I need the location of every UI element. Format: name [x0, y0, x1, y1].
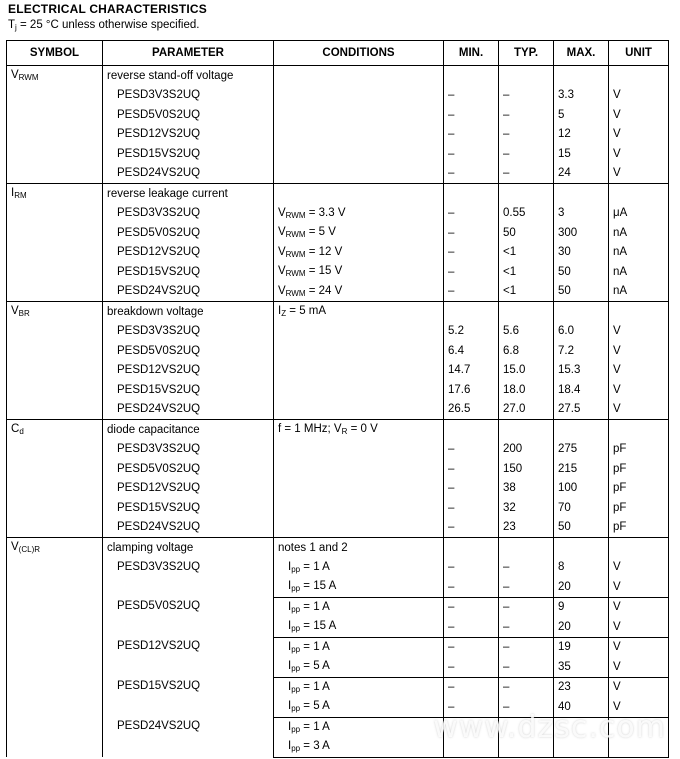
condition-cell: $I_{pp} = 5$ A — [274, 697, 444, 717]
cell-min: 26.5 — [444, 400, 499, 420]
condition-cell: $V_{RWM} = 24$ V — [274, 282, 444, 302]
symbol-cell: $V_{BR}$ — [7, 302, 103, 420]
cell-empty — [499, 66, 554, 86]
cell-min: – — [444, 637, 499, 657]
parameter-cell: reverse stand-off voltage — [103, 66, 274, 86]
table-row — [7, 125, 669, 145]
device-cell: PESD5V0S2UQ — [103, 341, 274, 361]
condition-cell — [274, 341, 444, 361]
cell-min: – — [444, 657, 499, 677]
cell-unit: pF — [609, 479, 669, 499]
cell-empty — [554, 66, 609, 86]
cell-typ: 50 — [499, 223, 554, 243]
condition-cell — [274, 144, 444, 164]
condition-cell — [274, 184, 444, 204]
cell-typ: – — [499, 86, 554, 106]
cell-empty — [554, 538, 609, 558]
device-cell: PESD15VS2UQ — [103, 144, 274, 164]
cell-max: 23 — [554, 677, 609, 697]
cell-min: – — [444, 243, 499, 263]
table-row — [7, 361, 669, 381]
device-cell: PESD24VS2UQ — [103, 717, 274, 757]
cell-max: 8 — [554, 558, 609, 578]
cell-unit: V — [609, 361, 669, 381]
condition-cell: $I_{pp} = 1$ A — [274, 717, 444, 737]
cell-empty — [499, 184, 554, 204]
cell-unit: μA — [609, 204, 669, 224]
condition-cell: $I_{pp} = 1$ A — [274, 558, 444, 578]
cell-min: – — [444, 479, 499, 499]
condition-cell: f = 1 MHz; $V_R = 0$ V — [274, 420, 444, 440]
condition-cell — [274, 86, 444, 106]
device-cell: PESD12VS2UQ — [103, 243, 274, 263]
cell-max: 5 — [554, 105, 609, 125]
table-row — [7, 86, 669, 106]
cell-empty — [444, 66, 499, 86]
table-row — [7, 243, 669, 263]
cell-min: – — [444, 597, 499, 617]
cell-typ: 6.8 — [499, 341, 554, 361]
test-condition-note: $T_j = 25$ °C unless otherwise specified. — [8, 19, 200, 32]
device-cell: PESD24VS2UQ — [103, 518, 274, 538]
cell-max: 100 — [554, 479, 609, 499]
condition-cell: notes 1 and 2 — [274, 538, 444, 558]
cell-min: – — [444, 164, 499, 184]
cell-unit: V — [609, 637, 669, 657]
cell-max: 275 — [554, 440, 609, 460]
cell-unit: V — [609, 144, 669, 164]
cell-typ: 200 — [499, 440, 554, 460]
cell-min: – — [444, 86, 499, 106]
cell-min: – — [444, 144, 499, 164]
device-cell: PESD24VS2UQ — [103, 164, 274, 184]
table-row — [7, 637, 669, 657]
device-cell: PESD15VS2UQ — [103, 380, 274, 400]
cell-min: – — [444, 262, 499, 282]
cell-typ: 27.0 — [499, 400, 554, 420]
table-row — [7, 498, 669, 518]
table-body — [7, 66, 669, 758]
symbol-cell: $I_{RM}$ — [7, 184, 103, 302]
cell-unit: pF — [609, 518, 669, 538]
table-row — [7, 184, 669, 204]
condition-cell: $I_{pp} = 15$ A — [274, 617, 444, 637]
cell-min: – — [444, 558, 499, 578]
device-cell: PESD5V0S2UQ — [103, 597, 274, 637]
cell-typ: 5.6 — [499, 322, 554, 342]
cell-empty — [444, 184, 499, 204]
condition-cell — [274, 479, 444, 499]
condition-cell: $I_{pp} = 5$ A — [274, 657, 444, 677]
cell-unit: V — [609, 577, 669, 597]
table-row — [7, 204, 669, 224]
device-cell: PESD3V3S2UQ — [103, 322, 274, 342]
device-cell: PESD12VS2UQ — [103, 479, 274, 499]
table-row — [7, 262, 669, 282]
cell-empty — [609, 302, 669, 322]
cell-typ: – — [499, 144, 554, 164]
cell-max: 3 — [554, 204, 609, 224]
table-row — [7, 440, 669, 460]
device-cell: PESD24VS2UQ — [103, 282, 274, 302]
parameter-cell: diode capacitance — [103, 420, 274, 440]
cell-unit: pF — [609, 498, 669, 518]
condition-cell: $I_{pp} = 3$ A — [274, 737, 444, 757]
cell-max: 19 — [554, 637, 609, 657]
cell-typ: 32 — [499, 498, 554, 518]
table-row — [7, 66, 669, 86]
cell-typ: – — [499, 677, 554, 697]
cell-unit: V — [609, 341, 669, 361]
cell-unit: nA — [609, 223, 669, 243]
condition-cell: $I_{pp} = 15$ A — [274, 577, 444, 597]
table-row — [7, 302, 669, 322]
cell-min: – — [444, 677, 499, 697]
cell-max: 35 — [554, 657, 609, 677]
cell-empty — [499, 538, 554, 558]
column-header: CONDITIONS — [274, 41, 444, 66]
condition-cell — [274, 322, 444, 342]
cell-unit: pF — [609, 459, 669, 479]
device-cell: PESD3V3S2UQ — [103, 86, 274, 106]
cell-unit: V — [609, 597, 669, 617]
condition-cell: $V_{RWM} = 15$ V — [274, 262, 444, 282]
cell-max: 20 — [554, 617, 609, 637]
cell-typ: 18.0 — [499, 380, 554, 400]
cell-min: – — [444, 498, 499, 518]
cell-empty — [499, 420, 554, 440]
cell-max: 3.3 — [554, 86, 609, 106]
cell-empty — [554, 302, 609, 322]
cell-unit: V — [609, 558, 669, 578]
condition-cell — [274, 105, 444, 125]
cell-max: 40 — [554, 697, 609, 717]
table-row — [7, 677, 669, 697]
cell-typ: – — [499, 125, 554, 145]
symbol-cell: $C_d$ — [7, 420, 103, 538]
table-row — [7, 322, 669, 342]
cell-typ: – — [499, 697, 554, 717]
cell-empty — [554, 420, 609, 440]
cell-unit: nA — [609, 262, 669, 282]
device-cell: PESD3V3S2UQ — [103, 558, 274, 598]
condition-cell — [274, 498, 444, 518]
cell-max: 300 — [554, 223, 609, 243]
symbol-cell: $V_{(CL)R}$ — [7, 538, 103, 758]
cell-unit: V — [609, 697, 669, 717]
condition-cell — [274, 518, 444, 538]
cell-min: 5.2 — [444, 322, 499, 342]
cell-typ: <1 — [499, 282, 554, 302]
column-header: MAX. — [554, 41, 609, 66]
table-row — [7, 282, 669, 302]
cell-max: 7.2 — [554, 341, 609, 361]
cell-max: 6.0 — [554, 322, 609, 342]
device-cell: PESD12VS2UQ — [103, 125, 274, 145]
table-row — [7, 341, 669, 361]
cell-empty — [444, 538, 499, 558]
table-row — [7, 164, 669, 184]
cell-min: – — [444, 282, 499, 302]
column-header: MIN. — [444, 41, 499, 66]
cell-typ: – — [499, 657, 554, 677]
cell-unit: V — [609, 677, 669, 697]
cell-min: – — [444, 697, 499, 717]
cell-min: 17.6 — [444, 380, 499, 400]
table-row — [7, 538, 669, 558]
cell-max: 20 — [554, 577, 609, 597]
condition-cell — [274, 125, 444, 145]
parameter-cell: reverse leakage current — [103, 184, 274, 204]
cell-min: – — [444, 577, 499, 597]
cell-typ: – — [499, 617, 554, 637]
cell-min: – — [444, 105, 499, 125]
table-row — [7, 518, 669, 538]
condition-cell — [274, 440, 444, 460]
cell-empty — [609, 184, 669, 204]
condition-cell: $I_Z = 5$ mA — [274, 302, 444, 322]
column-header: UNIT — [609, 41, 669, 66]
cell-min: – — [444, 204, 499, 224]
cell-typ: 38 — [499, 479, 554, 499]
cell-min: – — [444, 518, 499, 538]
table-row — [7, 459, 669, 479]
cell-typ: – — [499, 558, 554, 578]
cell-typ: – — [499, 597, 554, 617]
condition-cell: $V_{RWM} = 3.3$ V — [274, 204, 444, 224]
cell-typ: 0.55 — [499, 204, 554, 224]
device-cell: PESD3V3S2UQ — [103, 440, 274, 460]
table-header-row — [7, 41, 669, 66]
cell-min: – — [444, 223, 499, 243]
table-row — [7, 558, 669, 578]
table-row — [7, 144, 669, 164]
cell-typ: – — [499, 637, 554, 657]
condition-cell — [274, 400, 444, 420]
table-row — [7, 223, 669, 243]
section-title: ELECTRICAL CHARACTERISTICS — [8, 2, 207, 16]
condition-cell — [274, 459, 444, 479]
cell-max: 50 — [554, 282, 609, 302]
parameter-cell: clamping voltage — [103, 538, 274, 558]
cell-empty — [609, 66, 669, 86]
cell-max: 70 — [554, 498, 609, 518]
parameter-cell: breakdown voltage — [103, 302, 274, 322]
device-cell: PESD3V3S2UQ — [103, 204, 274, 224]
condition-cell: $I_{pp} = 1$ A — [274, 597, 444, 617]
cell-max: 30 — [554, 243, 609, 263]
cell-max: 27.5 — [554, 400, 609, 420]
cell-min: – — [444, 459, 499, 479]
electrical-characteristics-table — [6, 40, 669, 758]
cell-max: 24 — [554, 164, 609, 184]
condition-cell: $I_{pp} = 1$ A — [274, 637, 444, 657]
cell-typ: 15.0 — [499, 361, 554, 381]
cell-typ: <1 — [499, 243, 554, 263]
cell-max: 15 — [554, 144, 609, 164]
condition-cell: $V_{RWM} = 12$ V — [274, 243, 444, 263]
cell-typ: <1 — [499, 262, 554, 282]
device-cell: PESD5V0S2UQ — [103, 223, 274, 243]
cell-unit: nA — [609, 243, 669, 263]
cell-max: 50 — [554, 262, 609, 282]
cell-max: 18.4 — [554, 380, 609, 400]
condition-cell — [274, 380, 444, 400]
table-row — [7, 400, 669, 420]
cell-typ: – — [499, 105, 554, 125]
condition-cell — [274, 66, 444, 86]
cell-empty — [609, 420, 669, 440]
cell-unit: V — [609, 86, 669, 106]
cell-unit: pF — [609, 440, 669, 460]
cell-unit: V — [609, 105, 669, 125]
column-header: TYP. — [499, 41, 554, 66]
device-cell: PESD5V0S2UQ — [103, 459, 274, 479]
cell-min: 14.7 — [444, 361, 499, 381]
cell-unit: V — [609, 322, 669, 342]
table-row — [7, 105, 669, 125]
device-cell: PESD24VS2UQ — [103, 400, 274, 420]
cell-min: – — [444, 125, 499, 145]
device-cell: PESD12VS2UQ — [103, 361, 274, 381]
cell-unit: V — [609, 380, 669, 400]
cell-unit: V — [609, 400, 669, 420]
table-row — [7, 380, 669, 400]
cell-typ: 150 — [499, 459, 554, 479]
cell-max: 50 — [554, 518, 609, 538]
column-header: SYMBOL — [7, 41, 103, 66]
cell-unit: V — [609, 125, 669, 145]
cell-empty — [444, 302, 499, 322]
cell-max: 215 — [554, 459, 609, 479]
cell-max: 15.3 — [554, 361, 609, 381]
condition-cell: $V_{RWM} = 5$ V — [274, 223, 444, 243]
cell-unit: V — [609, 617, 669, 637]
cell-empty — [554, 184, 609, 204]
device-cell: PESD12VS2UQ — [103, 637, 274, 677]
condition-cell — [274, 164, 444, 184]
column-header: PARAMETER — [103, 41, 274, 66]
watermark: www.dzsc.com — [433, 710, 666, 745]
cell-min: 6.4 — [444, 341, 499, 361]
symbol-cell: $V_{RWM}$ — [7, 66, 103, 184]
cell-empty — [499, 302, 554, 322]
cell-typ: – — [499, 164, 554, 184]
cell-max: 9 — [554, 597, 609, 617]
condition-cell — [274, 361, 444, 381]
cell-empty — [444, 420, 499, 440]
cell-unit: V — [609, 657, 669, 677]
table-row — [7, 420, 669, 440]
cell-min: – — [444, 617, 499, 637]
cell-unit: V — [609, 164, 669, 184]
device-cell: PESD15VS2UQ — [103, 498, 274, 518]
table-row — [7, 597, 669, 617]
cell-unit: nA — [609, 282, 669, 302]
condition-cell: $I_{pp} = 1$ A — [274, 677, 444, 697]
table-row — [7, 479, 669, 499]
cell-typ: 23 — [499, 518, 554, 538]
cell-typ: – — [499, 577, 554, 597]
cell-max: 12 — [554, 125, 609, 145]
cell-min: – — [444, 440, 499, 460]
device-cell: PESD15VS2UQ — [103, 677, 274, 717]
cell-empty — [609, 538, 669, 558]
device-cell: PESD15VS2UQ — [103, 262, 274, 282]
device-cell: PESD5V0S2UQ — [103, 105, 274, 125]
